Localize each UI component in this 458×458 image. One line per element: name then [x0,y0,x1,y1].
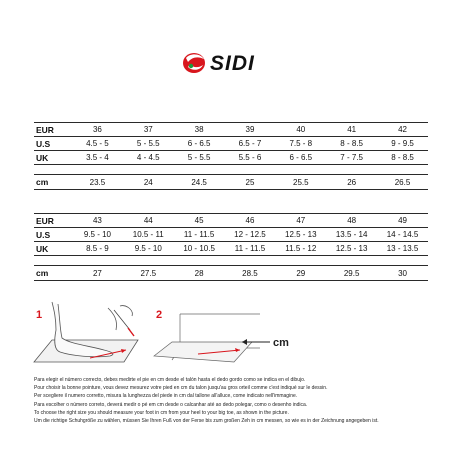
size-cell: 29 [275,266,326,281]
sizing-instructions [34,376,434,425]
row-label: EUR [34,214,72,228]
size-cell: 23.5 [72,175,123,190]
size-cell: 10 - 10.5 [174,242,225,256]
size-cell: 39 [225,123,276,137]
size-cell: 4.5 - 5 [72,137,123,151]
size-row-us [34,228,428,242]
size-cell: 47 [275,214,326,228]
size-cell: 42 [377,123,428,137]
size-rows-1 [34,123,428,165]
step-2-number: 2 [156,309,163,321]
foot-with-pencil-drawing [34,302,138,362]
size-cell: 40 [275,123,326,137]
row-label: UK [34,242,72,256]
cm-unit-label: cm [273,337,289,349]
size-cell: 27.5 [123,266,174,281]
size-cell: 28.5 [225,266,276,281]
instruction-it: Per scegliere il numero corretto, misura la lunghezza del piede in cm dal tallone all'alluce, come indicato nell'immagine. [34,393,298,400]
instruction-es: Para elegir el número correcto, debes medirte el pie en cm desde el talón hasta el dedo gordo como se indica en el dibujo. [34,377,306,383]
row-label: U.S [34,228,72,242]
size-cell: 41 [326,123,377,137]
size-cell: 30 [377,266,428,281]
size-cell: 10.5 - 11 [123,228,174,242]
size-cell: 14 - 14.5 [377,228,428,242]
size-cell: 7.5 - 8 [275,137,326,151]
size-cell: 46 [225,214,276,228]
size-cell: 28 [174,266,225,281]
size-cell: 37 [123,123,174,137]
size-cell: 4 - 4.5 [123,151,174,165]
size-cell: 6.5 - 7 [225,137,276,151]
cm-pointer-arrow-icon [242,339,270,345]
size-cell: 38 [174,123,225,137]
sidi-emblem-icon [183,53,205,73]
size-cell: 8 - 8.5 [326,137,377,151]
size-cell: 5.5 - 6 [225,151,276,165]
size-cell: 27 [72,266,123,281]
size-cell: 45 [174,214,225,228]
size-cell: 36 [72,123,123,137]
size-table-2 [34,213,428,256]
size-cell: 26 [326,175,377,190]
size-cell: 26.5 [377,175,428,190]
size-cell: 5 - 5.5 [174,151,225,165]
size-row-uk [34,242,428,256]
row-label: cm [34,175,72,190]
size-row-eur [34,123,428,137]
size-cell: 48 [326,214,377,228]
brand-wordmark: SIDI [210,52,255,75]
instruction-fr: Pour choisir la bonne pointure, vous devez mesurez votre pied en cm du talon jusqu'au gros orteil comme c'est indiqué sur le dessin. [34,385,328,392]
size-cell: 11 - 11.5 [225,242,276,256]
size-cell: 5 - 5.5 [123,137,174,151]
size-cell: 13 - 13.5 [377,242,428,256]
instruction-de: Um die richtige Schuhgröße zu wählen, müssen Sie Ihren Fuß von der Ferse bis zum großen Zeh in cm messen, so wie es in der Zeichnung angegeben ist. [34,418,379,425]
size-cell: 24.5 [174,175,225,190]
size-cell: 7 - 7.5 [326,151,377,165]
cm-row-1 [34,175,428,190]
cm-table-1 [34,174,428,190]
step-1-number: 1 [36,309,43,321]
size-cell: 12.5 - 13 [326,242,377,256]
size-row-uk [34,151,428,165]
size-cell: 43 [72,214,123,228]
sidi-logo [182,50,282,76]
size-cell: 44 [123,214,174,228]
size-cell: 9.5 - 10 [72,228,123,242]
size-row-eur [34,214,428,228]
row-label: EUR [34,123,72,137]
size-cell: 6 - 6.5 [275,151,326,165]
wall-and-floor-drawing [154,314,260,362]
size-cell: 8.5 - 9 [72,242,123,256]
size-cell: 49 [377,214,428,228]
size-cell: 11 - 11.5 [174,228,225,242]
size-cell: 3.5 - 4 [72,151,123,165]
size-cell: 24 [123,175,174,190]
size-rows-2 [34,214,428,256]
row-label: cm [34,266,72,281]
size-row-cm [34,175,428,190]
size-cell: 25.5 [275,175,326,190]
size-row-us [34,137,428,151]
instruction-pt: Para escolher o número correto, deverá medir o pé em cm desde o calcanhar até ao dedo polegar, como o desenho indica. [34,401,308,408]
size-cell: 8 - 8.5 [377,151,428,165]
instruction-en: To choose the right size you should measure your foot in cm from your heel to your big toe, as shown in the picture. [34,409,289,416]
size-table-1 [34,122,428,165]
foot-measurement-illustration [30,300,290,380]
size-cell: 9.5 - 10 [123,242,174,256]
size-cell: 29.5 [326,266,377,281]
cm-row-2 [34,266,428,281]
size-cell: 11.5 - 12 [275,242,326,256]
row-label: U.S [34,137,72,151]
size-cell: 12 - 12.5 [225,228,276,242]
size-cell: 25 [225,175,276,190]
size-cell: 9 - 9.5 [377,137,428,151]
cm-table-2 [34,265,428,281]
row-label: UK [34,151,72,165]
size-cell: 6 - 6.5 [174,137,225,151]
size-cell: 12.5 - 13 [275,228,326,242]
size-cell: 13.5 - 14 [326,228,377,242]
size-row-cm [34,266,428,281]
